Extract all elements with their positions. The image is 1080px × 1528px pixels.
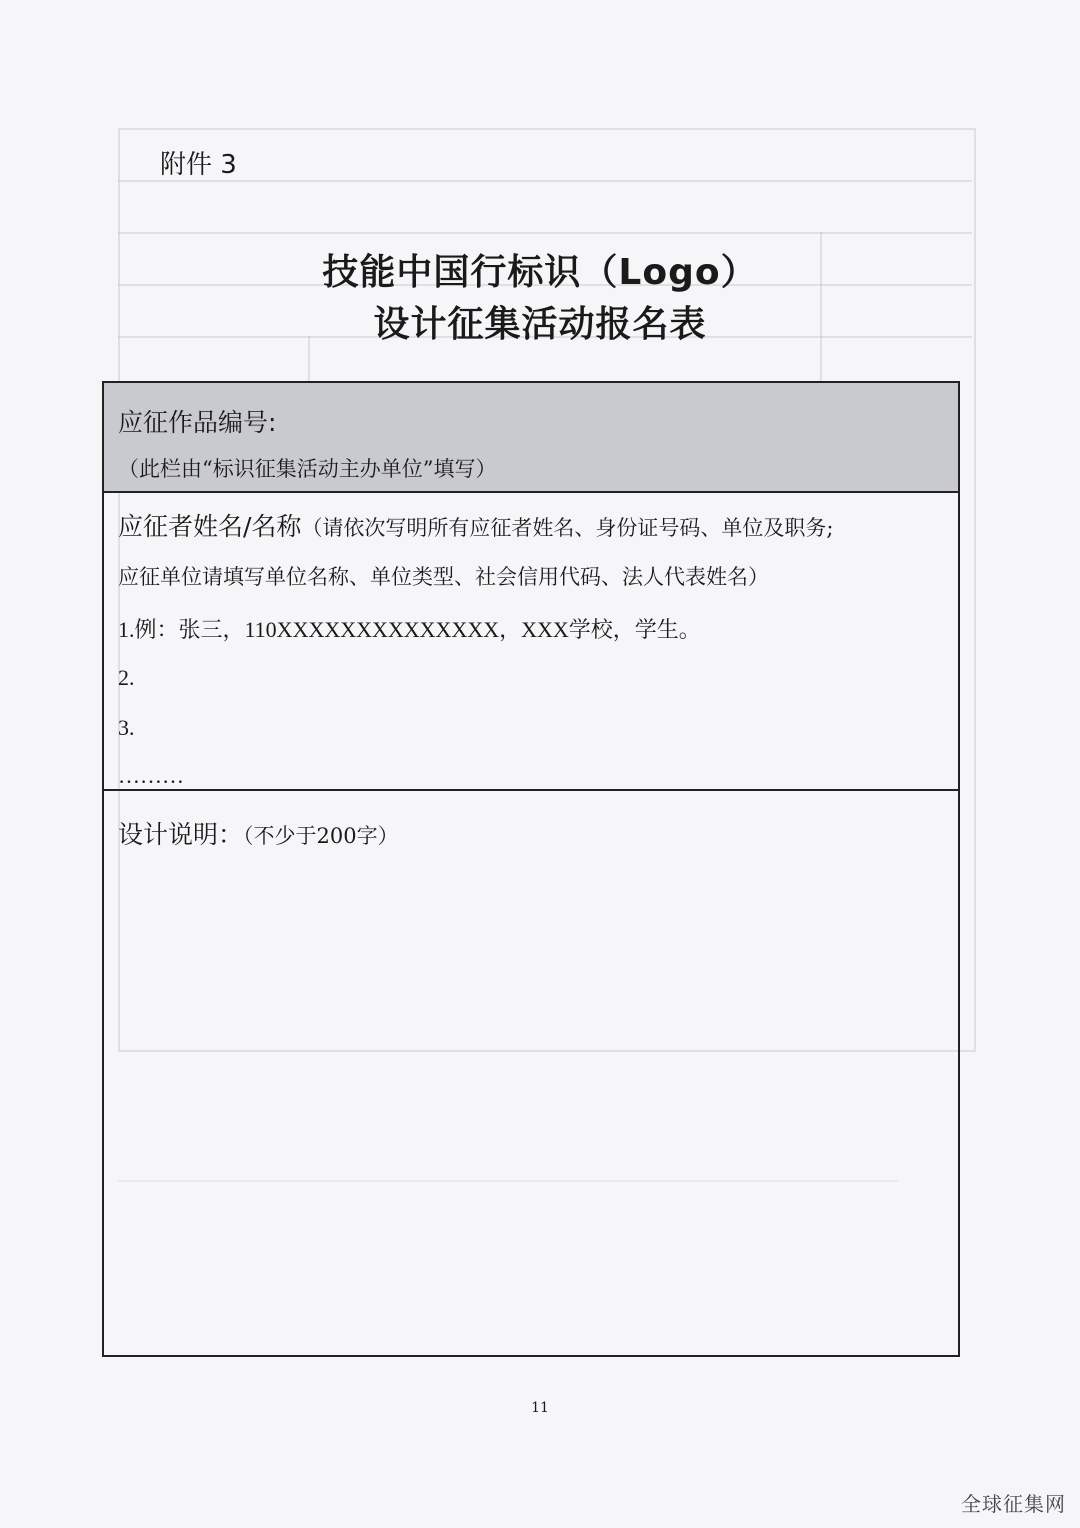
design-description-label: 设计说明： (118, 820, 244, 849)
applicant-line-more: ……… (118, 763, 184, 788)
form-subtitle: 设计征集活动报名表 (373, 304, 707, 345)
form-title: 技能中国行标识（Logo） (322, 252, 758, 293)
applicant-section[interactable] (104, 493, 958, 791)
entry-number-label: 应征作品编号: (118, 408, 277, 437)
applicant-line-3: 3. (118, 715, 135, 740)
watermark-text: 全球征集网 (961, 1492, 1066, 1516)
applicant-line-1: 1.例：张三，110XXXXXXXXXXXXXX，XXX学校，学生。 (118, 617, 701, 642)
registration-form (102, 381, 960, 1357)
bleed-through-line (118, 180, 972, 182)
design-description-note: （不少于200字） (243, 824, 399, 848)
applicant-header (118, 507, 834, 543)
page-number: 11 (531, 1400, 549, 1416)
entry-number-note: （此栏由“标识征集活动主办单位”填写） (118, 457, 497, 481)
bleed-through-line (118, 232, 972, 234)
design-description-header (118, 815, 399, 851)
applicant-line-2: 2. (118, 665, 135, 690)
applicant-instruction-2: 应征单位请填写单位名称、单位类型、社会信用代码、法人代表姓名） (118, 565, 769, 589)
attachment-label: 附件 3 (160, 150, 237, 180)
entry-number-section[interactable] (104, 383, 958, 493)
design-description-section[interactable] (104, 791, 958, 1355)
applicant-label: 应征者姓名/名称 (118, 512, 302, 541)
applicant-instruction: （请依次写明所有应征者姓名、身份证号码、单位及职务; (301, 516, 834, 540)
